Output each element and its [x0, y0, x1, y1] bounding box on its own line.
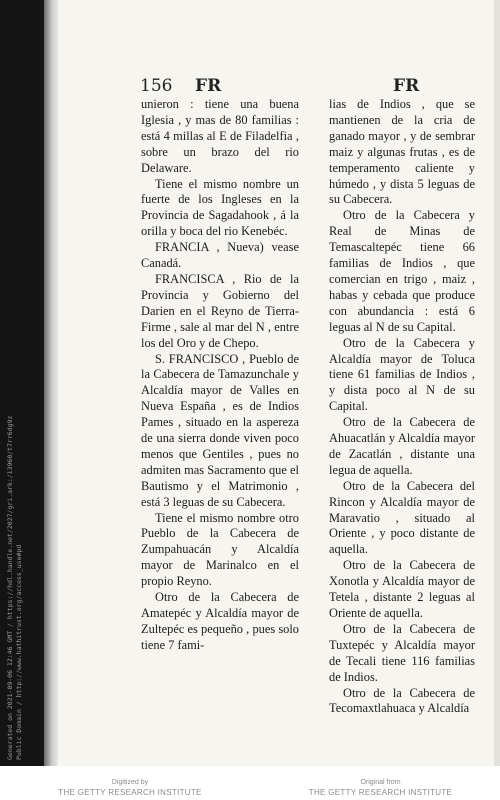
paragraph: Otro de la Cabecera y Alcaldía mayor de Toluca tiene 61 familias de Indios , y dista poco al N de su Capital. — [329, 335, 475, 414]
paragraph: Otro de la Cabecera de Ahuacatlán y Alcaldía mayor de Zacatlán , distante una legua de aquella. — [329, 415, 475, 477]
paragraph: lias de Indios , que se mantienen de la cria de ganado mayor , y de sembrar maiz y algunas frutas , es de temperamento caliente y húmedo , y dista 5 leguas de su Cabecera. — [329, 97, 475, 207]
watermark-line-2: Public Domain / http://www.hathitrust.org/access_use#pd — [15, 544, 23, 760]
original-from-label: Original from — [360, 779, 401, 786]
paragraph: Tiene el mismo nombre otro Pueblo de la Cabecera de Zumpahuacán y Alcaldía mayor de Marinalco en el propio Reyno. — [141, 510, 299, 589]
paragraph: Otro de la Cabecera de Tuxtepéc y Alcaldía mayor de Tecali tiene 116 familias de Indios. — [329, 621, 475, 684]
paragraph: Otro de la Cabecera de Tecomaxtlahuaca y Alcaldía — [329, 685, 475, 716]
original-from-credit — [293, 778, 468, 798]
right-text-column — [329, 97, 475, 717]
original-from-institution: THE GETTY RESEARCH INSTITUTE — [308, 788, 453, 797]
paragraph: Otro de la Cabecera de Xonotla y Alcaldía mayor de Tetela , distante 2 leguas al Oriente de aquella. — [329, 558, 475, 620]
paragraph: Otro de la Cabecera de Amatepéc y Alcaldía mayor de Zultepéc es pequeño , pues solo tiene 7 fami- — [141, 590, 299, 652]
side-watermark — [6, 415, 40, 760]
page-number: 156 — [140, 76, 173, 96]
running-head-left: FR — [195, 76, 222, 96]
paragraph: FRANCISCA , Rio de la Provincia y Gobierno del Darien en el Reyno de Tierra-Firme , sale al mar del N , entre los del Oro y de Chepo. — [141, 271, 299, 350]
page-right-edge — [494, 0, 500, 766]
paragraph: Otro de la Cabecera del Rincon y Alcaldía mayor de Maravatio , situado al Oriente , y poco distante de aquella. — [329, 478, 475, 557]
digitized-by-label: Digitized by — [111, 779, 149, 786]
paragraph: unieron : tiene una buena Iglesia , y mas de 80 familias : está 4 millas al E de Filadelfia , sobre un brazo del rio Delaware. — [141, 97, 299, 175]
book-gutter — [44, 0, 58, 766]
footer — [0, 766, 500, 800]
paragraph: Tiene el mismo nombre un fuerte de los Ingleses en la Provincia de Sagadahook , á la orilla y boca del rio Kenebéc. — [141, 176, 299, 239]
left-text-column — [141, 97, 299, 654]
paragraph: Otro de la Cabecera y Real de Minas de Temascaltepéc tiene 66 familias de Indios , que comercian en trigo , maiz , habas y cebada que produce con abundancia : está 6 leguas al N de su Capital. — [329, 208, 475, 334]
watermark-line-1: Generated on 2021-09-06 12:46 GMT / https://hdl.handle.net/2027/gri.ark:/13960/t7rr6dg9z — [6, 415, 14, 760]
paragraph: S. FRANCISCO , Pueblo de la Cabecera de Tamazunchale y Alcaldía mayor de Valles en Nueva España , es de Indios Pames , situado en la aspereza de una sierra donde viven poco menos que Gentiles , pues no admiten mas Sacramento que el Bautismo y el Matrimonio , está 3 leguas de su Cabecera. — [141, 351, 299, 509]
running-head-right: FR — [393, 76, 420, 96]
digitized-by-credit — [50, 778, 210, 798]
digitized-by-institution: THE GETTY RESEARCH INSTITUTE — [58, 788, 202, 797]
paragraph: FRANCIA , Nueva) vease Canadá. — [141, 240, 299, 271]
